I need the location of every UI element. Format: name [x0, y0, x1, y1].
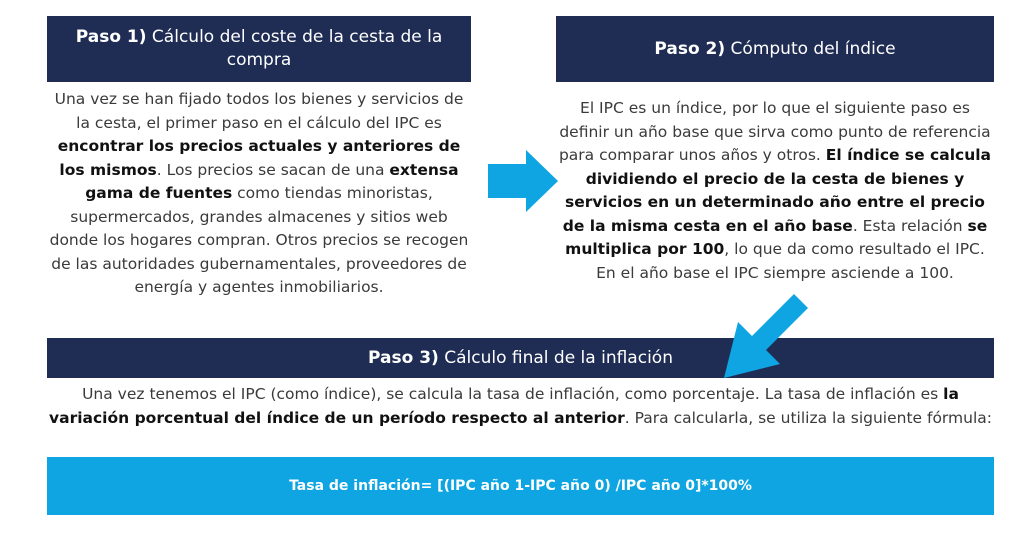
step3-text-run: Una vez tenemos el IPC (como índice), se calcula la tasa de inflación, como porcentaje. La tasa de inflación es — [82, 385, 944, 403]
step3-title-bold: Paso 3) — [368, 347, 439, 368]
step1-title — [67, 26, 451, 72]
step1-title-bold: Paso 1) — [75, 27, 147, 47]
formula-box — [47, 457, 994, 515]
step2-text-run: se multiplica por 100 — [565, 216, 988, 258]
step2-title-bold: Paso 2) — [654, 38, 726, 59]
step2-text-run: , lo que da como resultado el IPC. En el año base el IPC siempre asciende a 100. — [596, 240, 985, 282]
step3-title — [368, 347, 673, 370]
step1-text-run: . Los precios se sacan de una — [156, 160, 390, 179]
step2-text-run: El índice se calcula dividiendo el precio de la cesta de bienes y servicios en un determinado año entre el precio de la misma cesta en el año base — [562, 146, 992, 235]
step3-text-run: . Para calcularla, se utiliza la siguiente fórmula: — [624, 408, 992, 427]
step1-text-run: encontrar los precios actuales y anteriores de los mismos — [57, 137, 461, 179]
step1-header — [47, 16, 471, 82]
step3-body — [47, 383, 994, 430]
step2-header — [556, 16, 994, 82]
step1-text-run: Una vez se han fijado todos los bienes y servicios de la cesta, el primer paso en el cálculo del IPC es — [54, 90, 464, 132]
arrow-down-left-icon — [722, 290, 812, 380]
step1-body — [47, 88, 471, 300]
step2-body — [556, 97, 994, 285]
step2-title-rest: Cómputo del índice — [725, 38, 896, 59]
formula-text: Tasa de inflación= [(IPC año 1-IPC año 0) /IPC año 0]*100% — [289, 478, 752, 494]
step3-title-rest: Cálculo final de la inflación — [438, 347, 673, 368]
step2-text-run: El IPC es un índice, por lo que el siguiente paso es definir un año base que sirva como punto de referencia para comparar unos años y otros. — [558, 99, 991, 164]
step2-text-run: . Esta relación — [852, 216, 968, 235]
step1-title-rest: Cálculo del coste de la cesta de la compra — [146, 27, 443, 70]
step1-text-run: extensa gama de fuentes — [85, 160, 459, 202]
step1-text-run: como tiendas minoristas, supermercados, grandes almacenes y sitios web donde los hogares compran. Otros precios se recogen de las autoridades gubernamentales, proveedores de energía y agentes inmobiliarios. — [49, 184, 469, 296]
step2-title — [654, 38, 895, 61]
step3-header — [47, 338, 994, 378]
step3-text-run: la variación porcentual del índice de un período respecto al anterior — [49, 385, 959, 427]
arrow-right-icon — [488, 150, 558, 212]
